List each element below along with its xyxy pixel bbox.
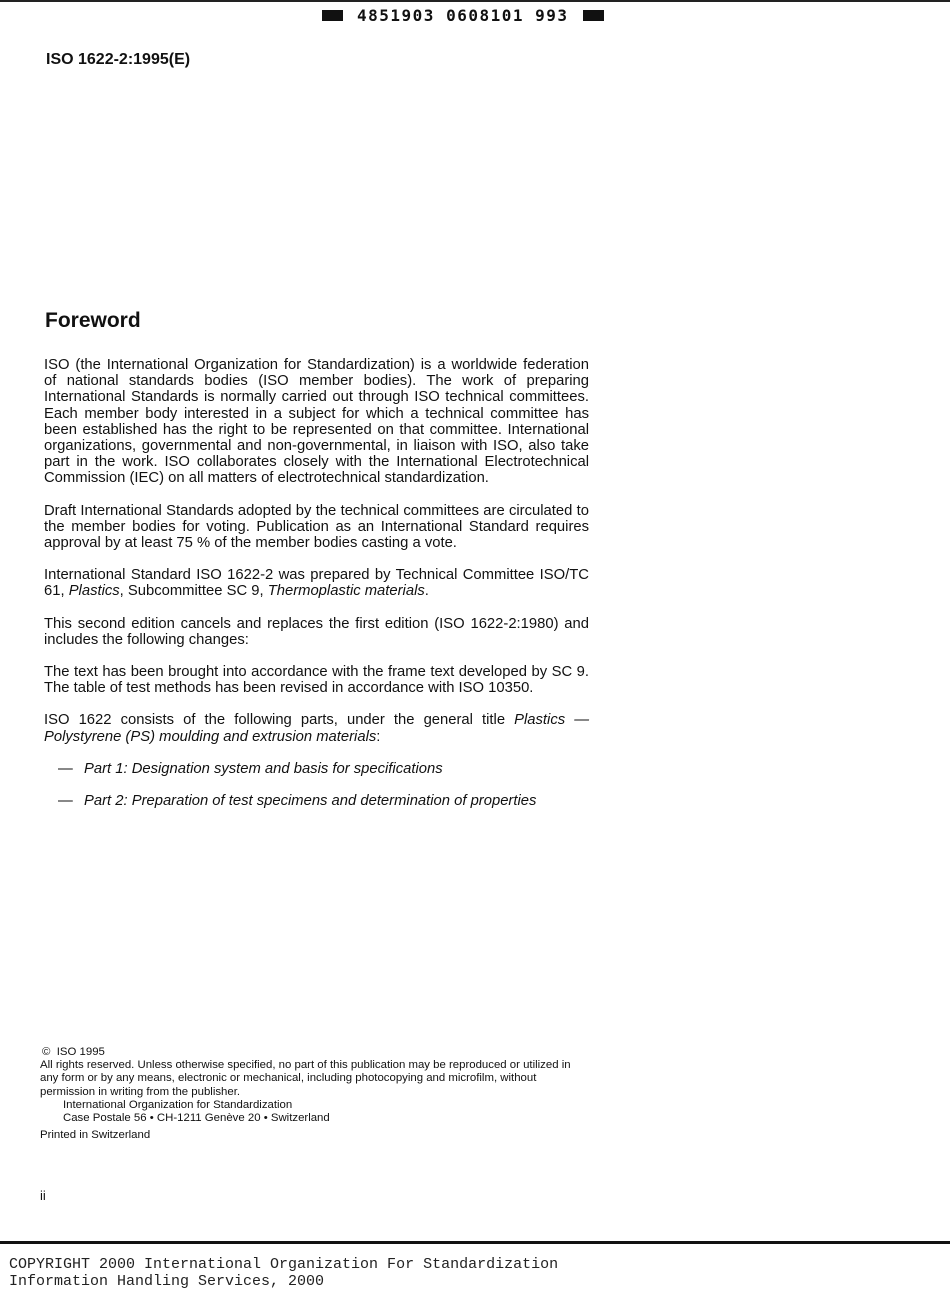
barcode-right-block xyxy=(583,10,604,21)
page-number: ii xyxy=(40,1188,46,1203)
foreword-body xyxy=(44,357,589,825)
paragraph-prepared-by: International Standard ISO 1622-2 was prepared by Technical Committee ISO/TC 61, Plastics, Subcommittee SC 9, Thermoplastic materials. xyxy=(44,567,589,600)
copyright-footer xyxy=(9,1256,558,1290)
barcode-left-block xyxy=(322,10,343,21)
paragraph-draft-standards: Draft International Standards adopted by the technical committees are circulated to the member bodies for voting. Publication as an International Standard requires approval by at least 75 % of the member bodies casting a vote. xyxy=(44,502,589,552)
dash-bullet: — xyxy=(58,760,73,777)
subcommittee-name: Thermoplastic materials xyxy=(267,583,425,600)
printed-location: Printed in Switzerland xyxy=(40,1129,151,1142)
paragraph-iso-intro: ISO (the International Organization for Standardization) is a worldwide federation of national standards bodies (ISO member bodies). The work of preparing International Standards is normally carried out through ISO technical committees. Each member body interested in a subject for which a technical committee has been established has the right to be represented on that committee. International organizations, governmental and non-governmental, in liaison with ISO, also take part in the work. ISO collaborates closely with the International Electrotechnical Commission (IEC) on all matters of electrotechnical standardization. xyxy=(44,357,589,487)
postal-address: Case Postale 56 • CH-1211 Genève 20 • Switzerland xyxy=(63,1112,330,1125)
paragraph-parts-intro: ISO 1622 consists of the following parts, under the general title Plastics — Polystyrene (PS) moulding and extrusion materials: xyxy=(44,712,590,745)
document-identifier: ISO 1622-2:1995(E) xyxy=(46,51,191,68)
dash-bullet: — xyxy=(58,793,73,810)
part-2-title: Part 2: Preparation of test specimens and determination of properties xyxy=(84,793,537,810)
bottom-rule xyxy=(0,1241,950,1244)
paragraph-second-edition: This second edition cancels and replaces the first edition (ISO 1622-2:1980) and includes the following changes: xyxy=(44,615,589,648)
general-title: Plastics — Polystyrene (PS) moulding and extrusion materials xyxy=(44,712,590,745)
scan-barcode xyxy=(322,6,604,24)
organization-name: International Organization for Standardization xyxy=(63,1098,293,1111)
copyright-year-line: © ISO 1995 xyxy=(42,1046,105,1058)
footer-line-2: Information Handling Services, 2000 xyxy=(9,1273,325,1290)
part-1-title: Part 1: Designation system and basis for specifications xyxy=(84,760,443,777)
section-title: Foreword xyxy=(45,309,141,332)
committee-plastics: Plastics xyxy=(68,583,120,600)
list-item xyxy=(44,793,589,809)
rights-statement: All rights reserved. Unless otherwise specified, no part of this publication may be reproduced or utilized in any form or by any means, electronic or mechanical, including photocopying and microfilm, without permission in writing from the publisher. xyxy=(40,1059,571,1098)
copyright-icon: © xyxy=(42,1046,51,1058)
top-rule xyxy=(0,0,950,2)
footer-line-1: COPYRIGHT 2000 International Organization For Standardization xyxy=(9,1256,559,1273)
list-item xyxy=(44,761,589,777)
parts-list xyxy=(44,761,589,809)
paragraph-changes: The text has been brought into accordance with the frame text developed by SC 9. The table of test methods has been revised in accordance with ISO 10350. xyxy=(44,664,589,697)
barcode-number: 4851903 0608101 993 xyxy=(357,5,569,25)
copyright-notice xyxy=(40,1046,590,1142)
